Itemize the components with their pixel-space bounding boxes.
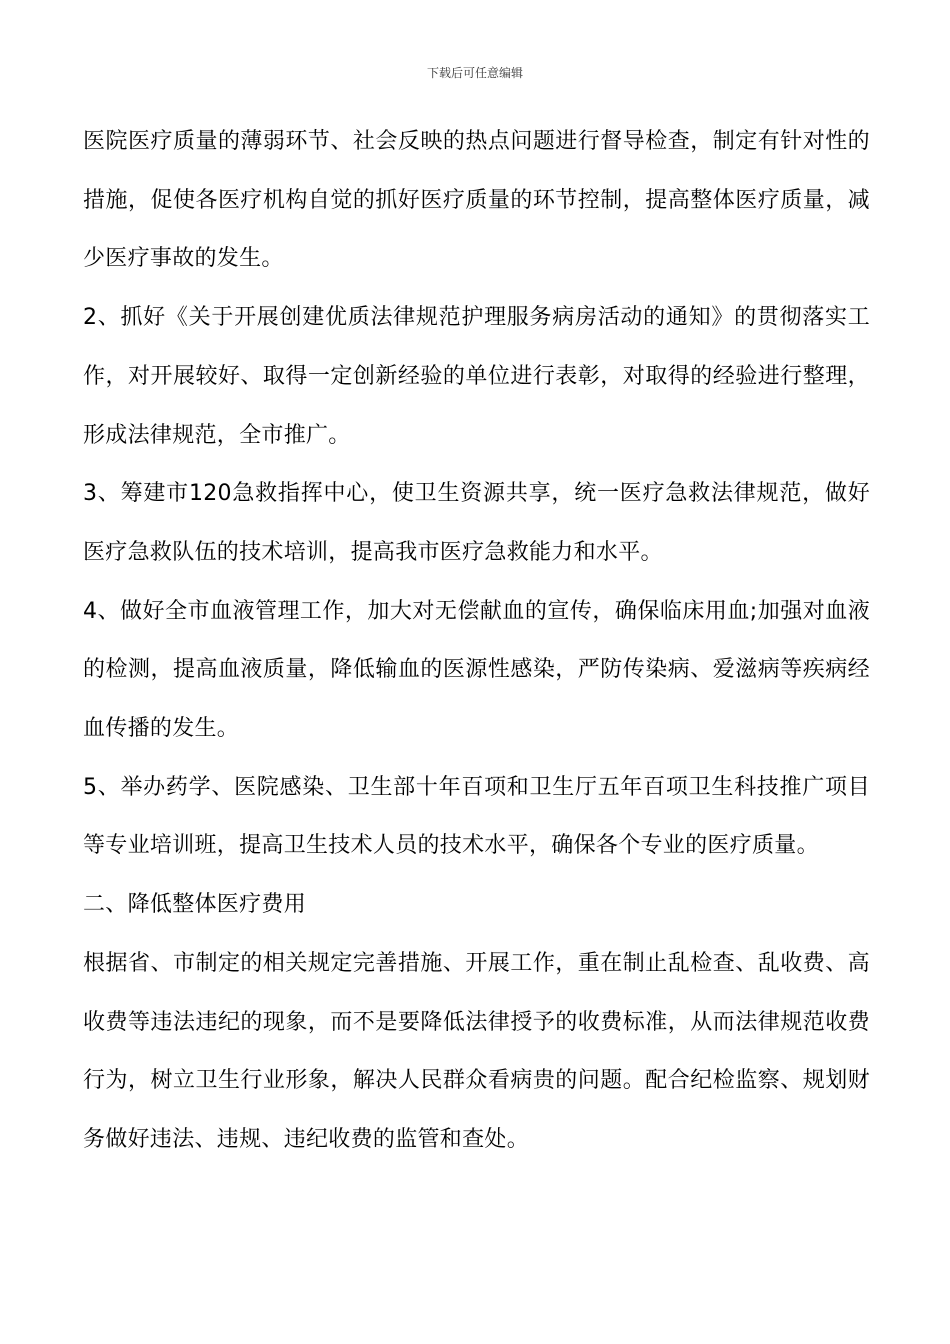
- paragraph-item-3-emergency-center: 3、筹建市120急救指挥中心，使卫生资源共享，统一医疗急救法律规范，做好医疗急救队伍的技术培训，提高我市医疗急救能力和水平。: [83, 481, 870, 565]
- paragraph-quality-checks: 医院医疗质量的薄弱环节、社会反映的热点问题进行督导检查，制定有针对性的措施，促使各医疗机构自觉的抓好医疗质量的环节控制，提高整体医疗质量，减少医疗事故的发生。: [83, 129, 870, 272]
- page-header: 下载后可任意编辑: [426, 66, 523, 80]
- paragraph-cost-regulation: 根据省、市制定的相关规定完善措施、开展工作，重在制止乱检查、乱收费、高收费等违法违纪的现象，而不是要降低法律授予的收费标准，从而法律规范收费行为，树立卫生行业形象，解决人民群众看病贵的问题。配合纪检监察、规划财务做好违法、违规、违纪收费的监管和查处。: [83, 950, 870, 1152]
- paragraph-item-5-training: 5、举办药学、医院感染、卫生部十年百项和卫生厅五年百项卫生科技推广项目等专业培训班，提高卫生技术人员的技术水平，确保各个专业的医疗质量。: [83, 774, 870, 859]
- document-body: [83, 113, 870, 1170]
- paragraph-item-4-blood-management: 4、做好全市血液管理工作，加大对无偿献血的宣传，确保临床用血;加强对血液的检测，提高血液质量，降低输血的医源性感染，严防传染病、爱滋病等疾病经血传播的发生。: [83, 598, 870, 742]
- paragraph-item-2-nursing-service: 2、抓好《关于开展创建优质法律规范护理服务病房活动的通知》的贯彻落实工作，对开展较好、取得一定创新经验的单位进行表彰，对取得的经验进行整理，形成法律规范，全市推广。: [83, 305, 870, 448]
- section-heading-reduce-costs: 二、降低整体医疗费用: [83, 892, 307, 918]
